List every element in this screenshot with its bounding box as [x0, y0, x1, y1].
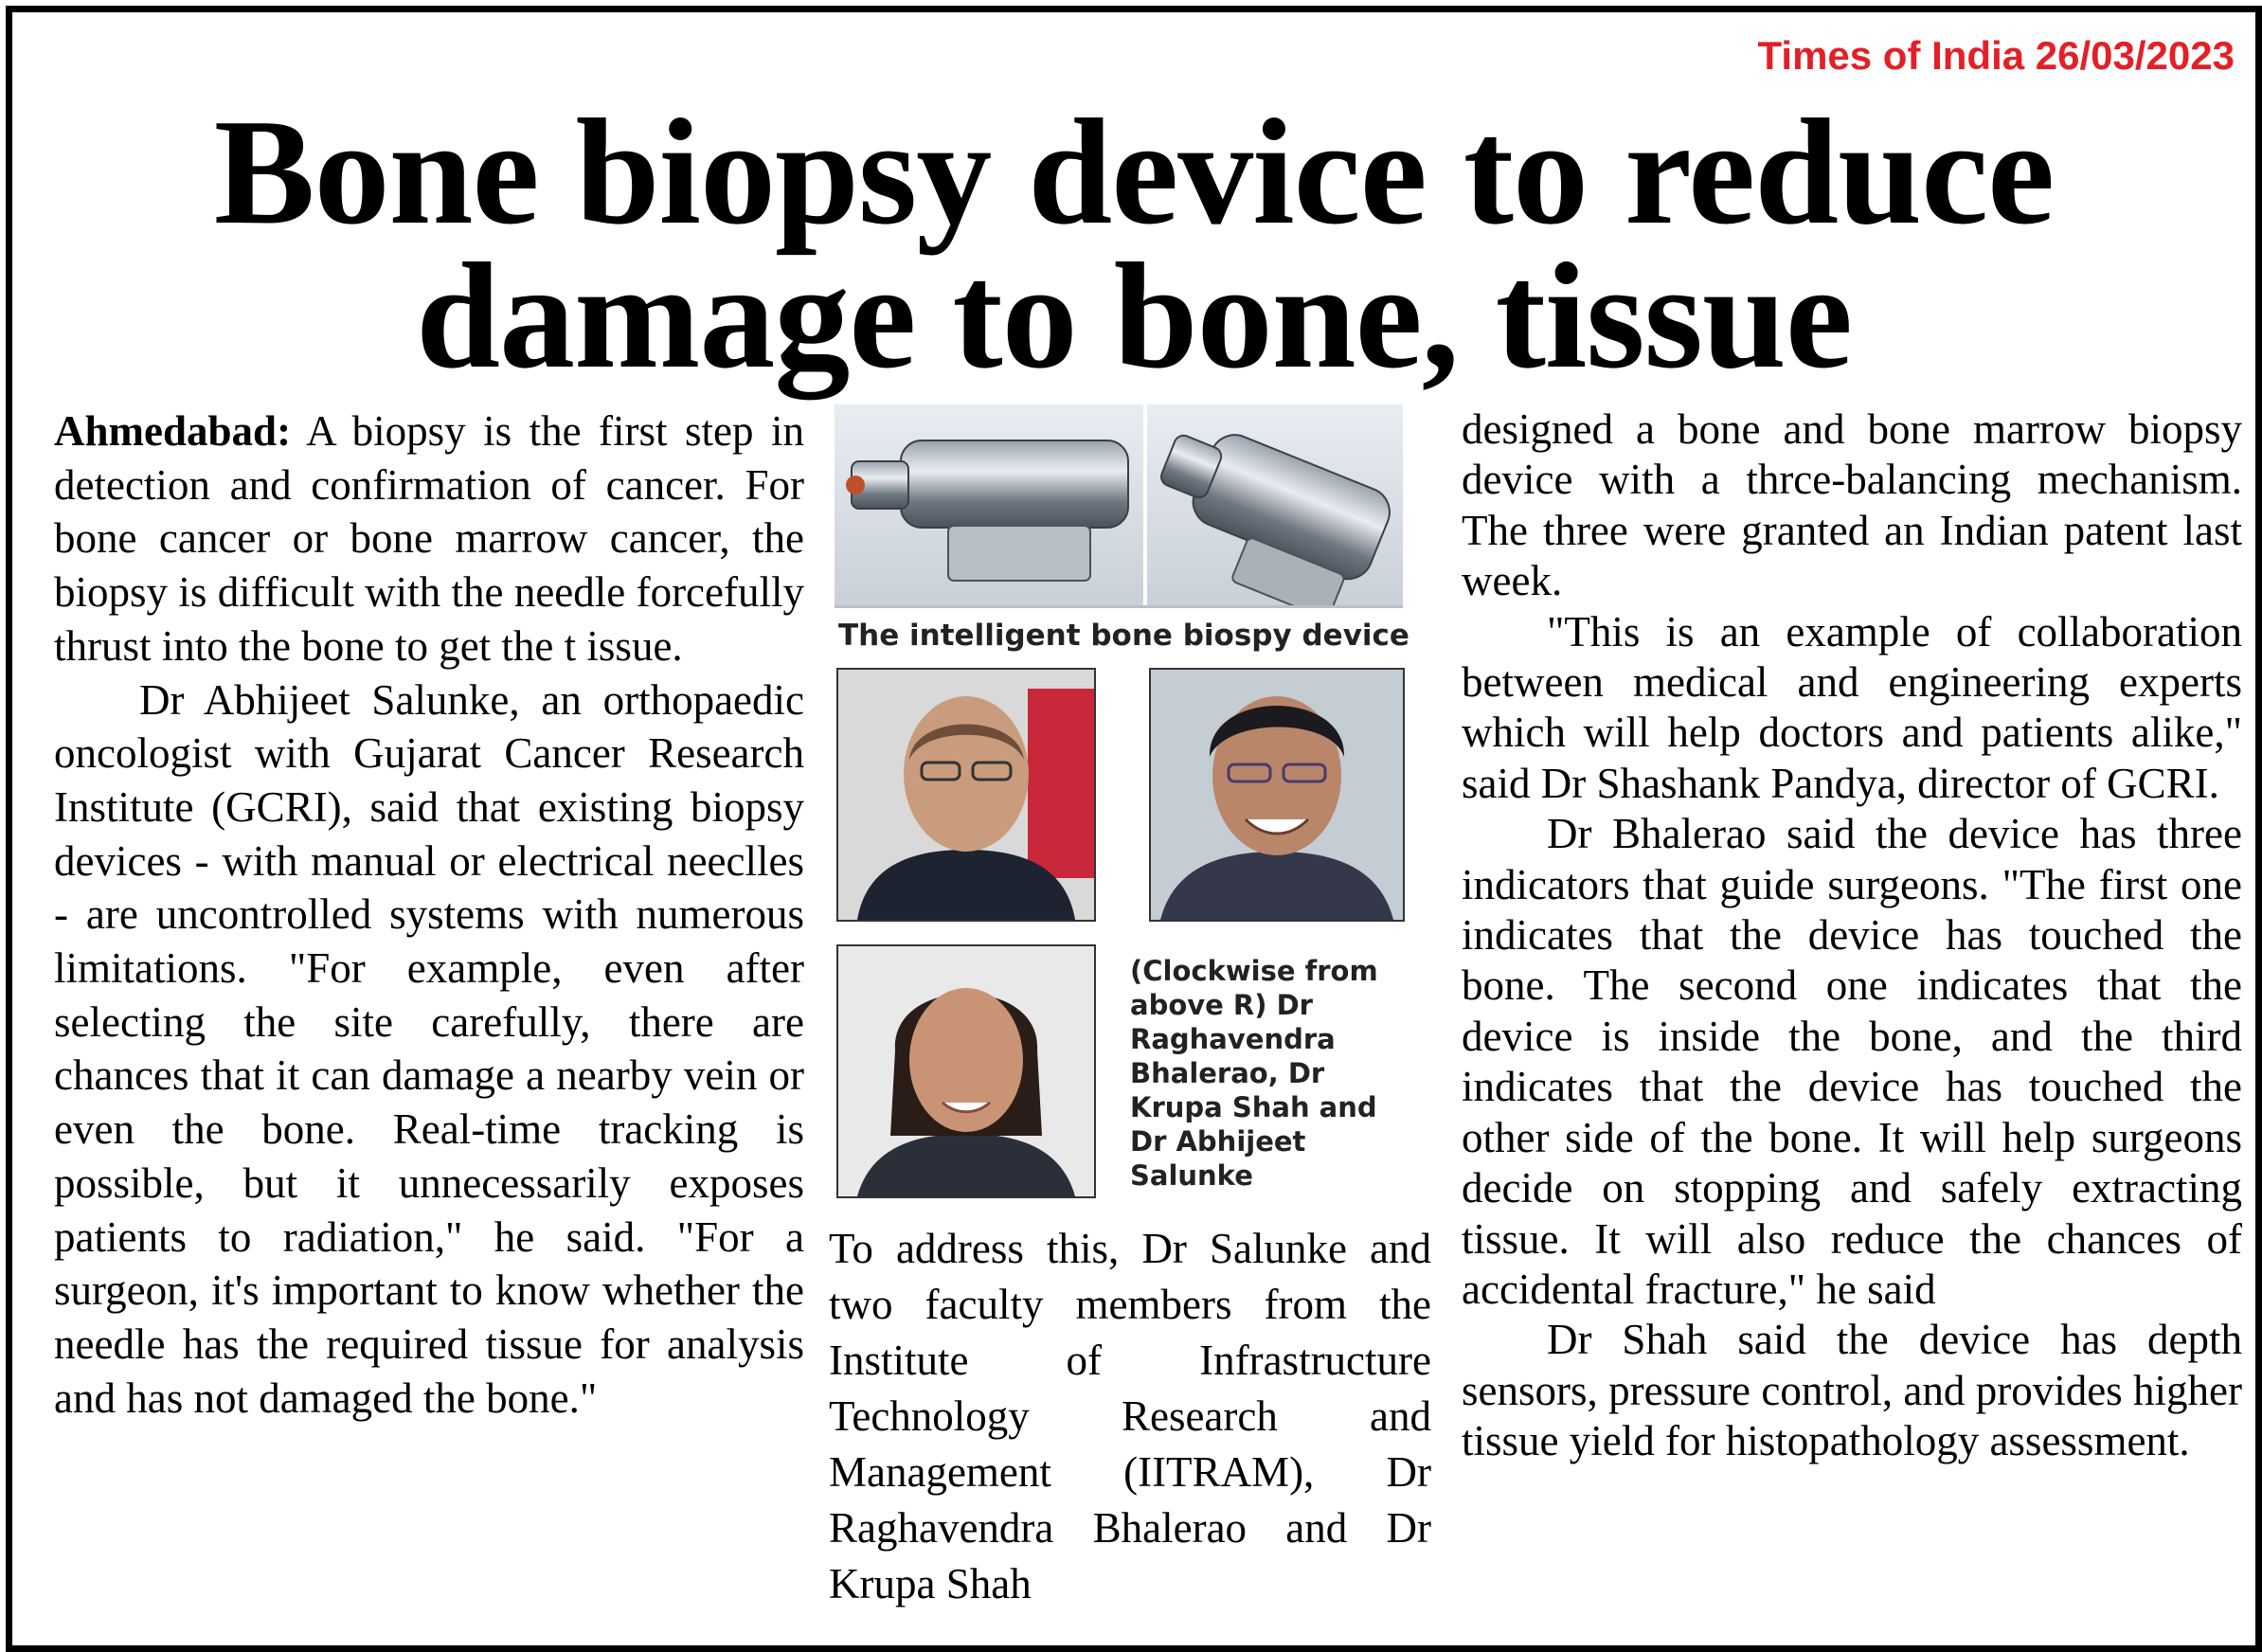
article-paragraph-2: Dr Abhijeet Salunke, an orthopaedic oncologist with Gujarat Cancer Research Institute (GCRI), said that existing biopsy devices - with manual or electrical neeclles - are uncontrolled systems with numerous limitations. "For example, even after selecting the site carefully, there are chances that it can damage a nearby vein or even the bone. Real-time tracking is possible, but it unnecessarily exposes patients to radiation," he said. "For a surgeon, it's important to know whether the needle has the required tissue for analysis and has not damaged the bone.": [54, 675, 804, 1422]
device-render-icon: [835, 404, 1403, 605]
newspaper-clipping: [6, 6, 2262, 1652]
person-silhouette-icon: [838, 946, 1094, 1196]
headline-line-2: damage to bone, tissue: [416, 231, 1852, 400]
portraits-caption: (Clockwise from above R) Dr Raghavendra Bhalerao, Dr Krupa Shah and Dr Abhijeet Salunke: [1130, 955, 1378, 1192]
person-silhouette-icon: [1151, 670, 1403, 920]
article-paragraph-5: Dr Bhalerao said the device has three indicators that guide surgeons. "The first one indicates that the device has touched the bone. The second one indicates that the device is inside the bone, and the third indicates that the device has touched the other side of the bone. It will help surgeons decide on stopping and safely extracting tissue. It will also reduce the chances of accidental fracture," he said: [1462, 810, 2242, 1313]
portrait-krupa-shah: [836, 944, 1096, 1198]
article-paragraph-3: To address this, Dr Salunke and two faculty members from the Institute of Infrastructure Technology Research and Management (IITRAM), Dr Raghavendra Bhalerao and Dr Krupa Shah: [829, 1225, 1431, 1607]
device-caption: The intelligent bone biospy device: [838, 619, 1409, 653]
source-label: Times of India 26/03/2023: [1757, 33, 2235, 78]
person-silhouette-icon: [838, 670, 1094, 920]
article-paragraph-6: Dr Shah said the device has depth sensors, pressure control, and provides higher tissue yield for histopathology assessment.: [1462, 1316, 2242, 1465]
portrait-abhijeet-salunke: [836, 668, 1096, 922]
article-paragraph-4: "This is an example of collaboration between medical and engineering experts which will help doctors and patients alike," said Dr Shashank Pandya, director of GCRI.: [1462, 607, 2242, 807]
headline: [12, 87, 2255, 400]
portrait-raghavendra-bhalerao: [1149, 668, 1405, 922]
dateline: Ahmedabad:: [54, 407, 292, 455]
headline-line-1: Bone biopsy device to reduce: [213, 87, 2055, 256]
device-photo: [835, 404, 1403, 608]
article-paragraph-3-continued: designed a bone and bone marrow biopsy device with a thrce-balancing mechanism. The three were granted an Indian patent last week.: [1462, 405, 2242, 605]
article-column-2: [829, 1221, 1431, 1612]
photo-divider: [1143, 404, 1147, 605]
article-column-1: [54, 404, 804, 1425]
article-paragraph-1: Ahmedabad: A biopsy is the first step in detection and confirmation of cancer. For bone cancer or bone marrow cancer, the biopsy is difficult with the needle forcefully thrust into the bone to get the t issue.: [54, 407, 804, 670]
article-column-3: [1462, 404, 2242, 1467]
